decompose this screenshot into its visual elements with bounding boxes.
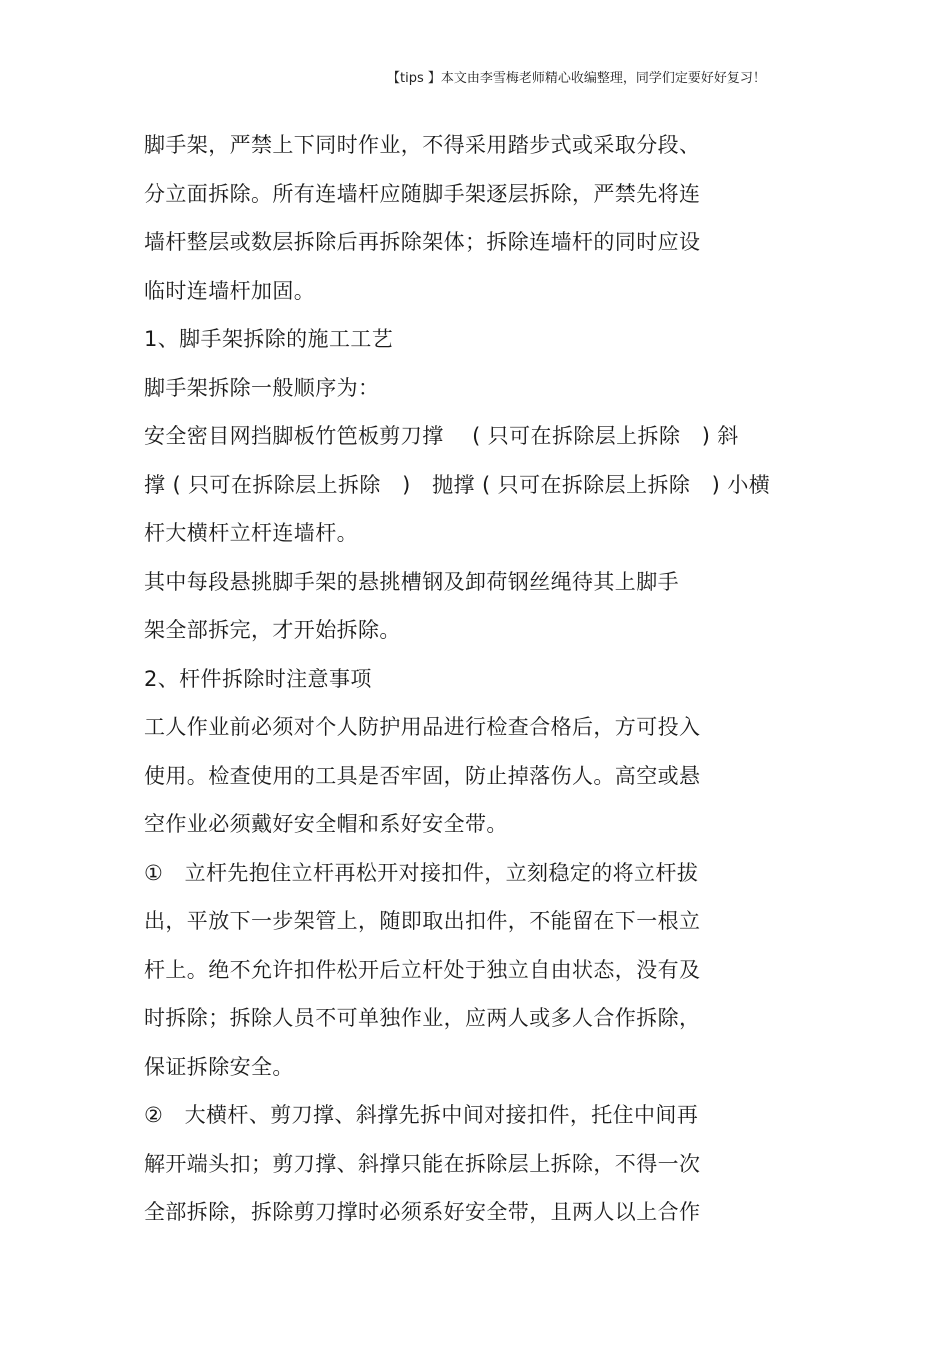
paragraph-line: 出，平放下一步架管上，随即取出扣件，不能留在下一根立 bbox=[144, 909, 701, 933]
paragraph-line: 架全部拆完，才开始拆除。 bbox=[144, 618, 401, 642]
paragraph-line: 脚手架拆除一般顺序为： bbox=[144, 375, 380, 400]
paragraph-line: 工人作业前必须对个人防护用品进行检查合格后，方可投入 bbox=[144, 715, 701, 739]
paragraph-line: 解开端头扣；剪刀撑、斜撑只能在拆除层上拆除，不得一次 bbox=[144, 1151, 701, 1176]
section-heading: 1、脚手架拆除的施工工艺 bbox=[144, 327, 394, 351]
paragraph-line: 杆大横杆立杆连墙杆。 bbox=[144, 521, 358, 545]
paragraph-line: 使用。检查使用的工具是否牢固，防止掉落伤人。高空或悬 bbox=[144, 763, 701, 788]
paragraph-line: 撑 ( 只可在拆除层上拆除 ) 抛撑 ( 只可在拆除层上拆除 ) 小横 bbox=[144, 472, 771, 497]
paragraph-line: 全部拆除，拆除剪刀撑时必须系好安全带，且两人以上合作 bbox=[144, 1200, 701, 1224]
paragraph-line: 空作业必须戴好安全帽和系好安全带。 bbox=[144, 812, 508, 836]
document-body bbox=[144, 125, 844, 1241]
paragraph-line: 时拆除；拆除人员不可单独作业，应两人或多人合作拆除， bbox=[144, 1006, 701, 1030]
paragraph-line: 临时连墙杆加固。 bbox=[144, 278, 316, 303]
section-heading: 2、杆件拆除时注意事项 bbox=[144, 666, 372, 691]
header-tip: 【tips 】本文由李雪梅老师精心收编整理，同学们定要好好复习！ bbox=[387, 71, 766, 86]
paragraph-line: 分立面拆除。所有连墙杆应随脚手架逐层拆除，严禁先将连 bbox=[144, 181, 701, 206]
list-item-line: ① 立杆先抱住立杆再松开对接扣件，立刻稳定的将立杆拔 bbox=[144, 860, 699, 885]
paragraph-line: 杆上。绝不允许扣件松开后立杆处于独立自由状态，没有及 bbox=[144, 957, 701, 982]
paragraph-line: 安全密目网挡脚板竹笆板剪刀撑 ( 只可在拆除层上拆除 ) 斜 bbox=[144, 424, 739, 448]
paragraph-line: 墙杆整层或数层拆除后再拆除架体；拆除连墙杆的同时应设 bbox=[144, 230, 701, 254]
paragraph-line: 脚手架，严禁上下同时作业，不得采用踏步式或采取分段、 bbox=[144, 133, 701, 157]
paragraph-line: 保证拆除安全。 bbox=[144, 1054, 294, 1079]
list-item-line: ② 大横杆、剪刀撑、斜撑先拆中间对接扣件，托住中间再 bbox=[144, 1103, 699, 1127]
paragraph-line: 其中每段悬挑脚手架的悬挑槽钢及卸荷钢丝绳待其上脚手 bbox=[144, 569, 679, 594]
